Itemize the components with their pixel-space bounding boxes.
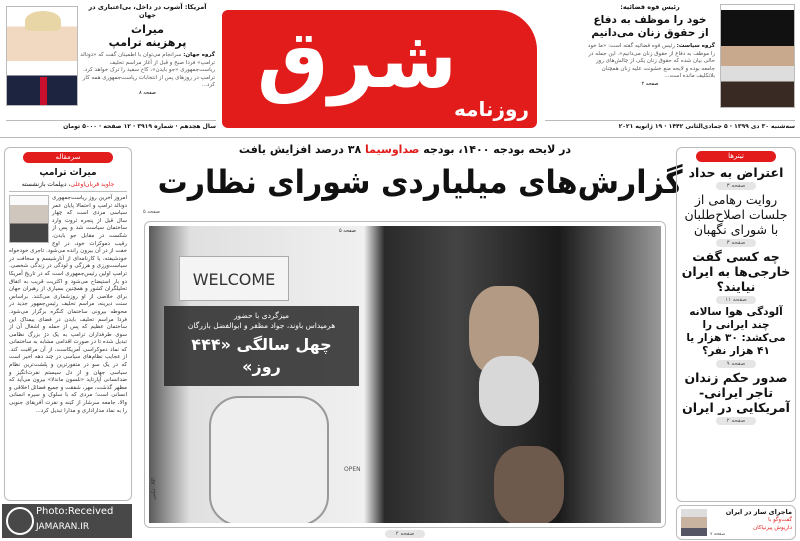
roundtable-overlay[interactable] <box>164 306 359 386</box>
story-lead: گروه سیاست: <box>676 43 715 49</box>
promo-sub: داریوش پیرنیاکان <box>753 524 792 531</box>
raisi-photo <box>720 4 795 108</box>
author-role: ، دیپلمات بازنشسته <box>21 181 71 188</box>
story-kicker: رئیس قوه قضائیه: <box>620 3 680 11</box>
page-ref: صفحه ۲ <box>641 80 659 87</box>
raisi-story <box>585 3 715 88</box>
page-ref: صفحه ۸ <box>139 89 156 96</box>
overlay-line: میزگردی با حضور <box>233 311 290 320</box>
sidebar-headline[interactable]: روایت رهامی از جلسات اصلاح‌طلبان با شورای نگهبان <box>684 192 788 237</box>
editorial-body: امروز آخرین روز ریاست‌جمهوری دونالد ترامپ و احتمالا پایان عمر سیاسی مردی است که چهار سال قبل از پنجره ثروت وارد ساختمان سیاست شد و پس از شکست در مقابل جو بایدن، رقیب دموکرات خود، در اوج خفت از در آن بیرون رانده می‌شود. تاجری خودخواه خودشیفته، با کارنامه‌ای از آنارشیسم و سخافت در سیاست‌ورزی و هرزگی و لودگی در زندگی شخصی. ترامپ اولین رئیس‌جمهوری است که در تاریخ آمریکا دو بار استیضاح می‌شود و اکثریت قریب به اتفاق تحلیلگران کشور و همچنین بسیاری از رهبران جهان برای خلاصی از او روزشماری می‌کنند. براساس سنت دیرینه، مراسم تحلیف رئیس‌جمهور جدید در محوطه بیرونی ساختمان کنگره برگزار می‌شود. فردا مراسم تحلیف بایدن در فضای بیمناک این ساختمان عظیم که پس از حمله و اشغال آن از سوی طرفداران ترامپ به یک دژ بزرگ نظامی تبدیل شده تا در صورت اقدامی مشابه به ساختمانی که نماد دموکراسی آمریکاست، از آن مراقبت کند. از عجایب نظام‌های سیاسی در چند دهه اخیر است که در یک سو در متفورترین و پلشت‌ترین نظام سیاسی جهان و از دل سیستم نفرت‌انگیز و ضدانسانی آپارتاید «نلسون ماندلا» بیرون می‌آید که مظهر گذشت، مهر، شفقت و جمیع فضائل اخلاقی و انسانی است؛ مردی که با سلوک و سیره انسانی والا، جامعه سرشار از کینه و نفرت آفریقای جنوبی را به نماد مداراداری و مدارا تبدیل کرد... <box>9 195 127 414</box>
page-ref: صفحه ۹ <box>716 360 756 368</box>
story-title[interactable]: خود را موظف به دفاع <box>593 14 707 26</box>
page-ref: صفحه ۱۱ <box>716 296 756 304</box>
author-photo <box>9 195 49 243</box>
story-body: رئیس قوه قضائیه گفته است: «ما خود را موظف به دفاع از حقوق زنان می‌دانیم». این جمله در حالی بیان شده که حقوق زنان یکی از چالش‌های روز جامعه بوده و لایحه منع خشونت علیه زنان همچنان بلاتکلیف مانده است... <box>587 43 715 79</box>
watermark <box>2 504 132 538</box>
masthead-logo[interactable] <box>222 10 537 128</box>
trump-story <box>80 3 215 97</box>
interviewee-photo <box>681 509 707 536</box>
photo-credit: عکس: AP <box>150 478 157 500</box>
promo-sub: گفت‌وگو با <box>768 517 792 523</box>
trump-photo <box>6 6 78 106</box>
editorial-label: سرمقاله <box>23 152 113 163</box>
story-title[interactable]: پرهزینه ترامپ <box>108 36 187 49</box>
sidebar-label: تیترها <box>696 151 776 162</box>
watermark-text: Photo:Received <box>36 506 114 517</box>
issue-line: سال هجدهم · شماره ۳۹۱۹ · ۱۲ صفحه · ۵۰۰۰ تومان <box>6 120 216 130</box>
sidebar-headline[interactable]: صدور حکم زندان تاجر ایرانی-آمریکایی در ایران <box>682 370 790 415</box>
page-ref: صفحه ۳ <box>716 182 756 190</box>
overlay-title: چهل سالگی «۴۴۴ روز» <box>191 335 332 376</box>
page-ref: صفحه ۵ <box>339 228 356 234</box>
sidebar-headline[interactable]: چه کسی گفت خارجی‌ها به ایران نیایند؟ <box>681 249 791 294</box>
page-ref: صفحه ۲ <box>385 530 425 538</box>
jamaran-logo-icon <box>6 507 34 535</box>
story-lead: گروه جهان: <box>183 52 215 58</box>
main-headline[interactable]: گزارش‌های میلیاردی شورای نظارت <box>157 163 683 201</box>
kicker-highlight: صداوسیما <box>365 143 420 156</box>
author-name: جاوید قربان‌اوغلی <box>70 181 115 188</box>
welcome-sign: WELCOME <box>179 256 289 301</box>
sidebar-headline[interactable]: اعتراض به حداد <box>688 165 784 180</box>
page-ref: صفحه ۵ <box>143 209 160 215</box>
watermark-text: JAMARAN.IR <box>36 522 90 532</box>
divider <box>0 137 800 138</box>
story-title[interactable]: از حقوق زنان می‌دانیم <box>591 27 709 39</box>
promo-box[interactable] <box>676 505 796 540</box>
page-ref: صفحه ۲ <box>716 417 756 425</box>
editorial-title[interactable]: میراث ترامپ <box>39 168 97 178</box>
overlay-line: هرمیداس باوند، جواد مظفر و ابوالفضل بازرگان <box>187 321 336 330</box>
door-label: OPEN <box>344 466 361 473</box>
editorial-column <box>4 147 132 501</box>
sidebar-headline[interactable]: آلودگی هوا سالانه چند ایرانی را می‌کشد: ۳۰ هزار یا ۴۱ هزار نفر؟ <box>686 306 786 357</box>
kicker-text: در لایحه بودجه ۱۴۰۰، بودجه <box>419 143 572 156</box>
main-kicker <box>145 143 665 157</box>
headlines-sidebar <box>676 147 796 502</box>
logo-text: شرق <box>257 13 457 106</box>
page-ref: صفحه ۳ <box>716 239 756 247</box>
story-body: سرانجام می‌توان با اطمینان گفت که «دونالد ترامپ» فردا صبح و قبل از آغاز مراسم تحلیف ریاست‌جمهوری «جو بایدن»، کاخ سفید را ترک خواهد کرد. ترامپ در روزهای پس از انتخابات ریاست‌جمهوری همه کار کرد... <box>80 52 215 88</box>
kicker-text: ۳۸ درصد افزایش یافت <box>238 143 366 156</box>
logo-sub: روزنامه <box>454 97 529 121</box>
story-title[interactable]: میراث <box>131 23 164 36</box>
page-ref: صفحه ۷ <box>710 532 726 537</box>
story-kicker: آمریکا: آشوب در داخل، بی‌اعتباری در جهان <box>88 3 207 19</box>
date-line: سه‌شنبه ۳۰ دی ۱۳۹۹ · ۵ جمادی‌الثانی ۱۴۴۲ · ۱۹ ژانویه ۲۰۲۱ <box>545 120 795 130</box>
promo-title: ماجرای ساز در ایران <box>725 508 792 516</box>
hostage-photo[interactable] <box>144 221 666 528</box>
